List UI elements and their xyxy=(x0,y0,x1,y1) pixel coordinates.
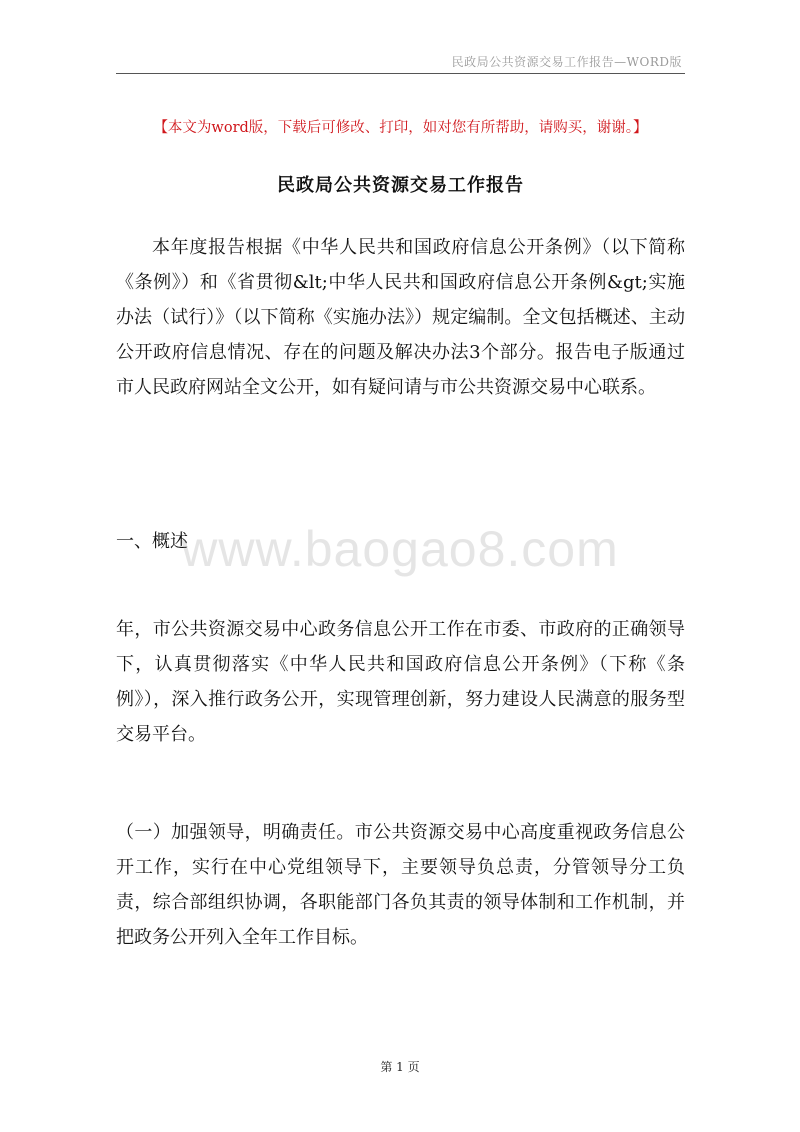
document-title: 民政局公共资源交易工作报告 xyxy=(277,175,524,196)
section-heading-overview: 一、概述 xyxy=(116,531,188,552)
leadership-paragraph: （一）加强领导，明确责任。市公共资源交易中心高度重视政务信息公开工作，实行在中心党组领导下，主要领导负总责，分管领导分工负责，综合部组织协调，各职能部门各负其责的领导体制和工作机制，并把政务公开列入全年工作目标。 xyxy=(116,822,685,948)
page-number: 第 1 页 xyxy=(380,1060,420,1074)
overview-paragraph: 年，市公共资源交易中心政务信息公开工作在市委、市政府的正确领导下，认真贯彻落实《中华人民共和国政府信息公开条例》（下称《条例》），深入推行政务公开，实现管理创新，努力建设人民满意的服务型交易平台。 xyxy=(116,619,685,745)
running-header: 民政局公共资源交易工作报告—WORD版 xyxy=(451,55,682,69)
header-divider xyxy=(116,73,685,74)
intro-paragraph: 本年度报告根据《中华人民共和国政府信息公开条例》（以下简称《条例》）和《省贯彻&lt;中华人民共和国政府信息公开条例&gt;实施办法（试行）》（以下简称《实施办法》）规定编制。全文包括概述、主动公开政府信息情况、存在的问题及解决办法3个部分。报告电子版通过市人民政府网站全文公开，如有疑问请与市公共资源交易中心联系。 xyxy=(116,237,685,398)
watermark: www.baogao8.com xyxy=(181,521,619,577)
download-notice: 【本文为word版，下载后可修改、打印，如对您有所帮助，请购买，谢谢。】 xyxy=(153,120,648,136)
